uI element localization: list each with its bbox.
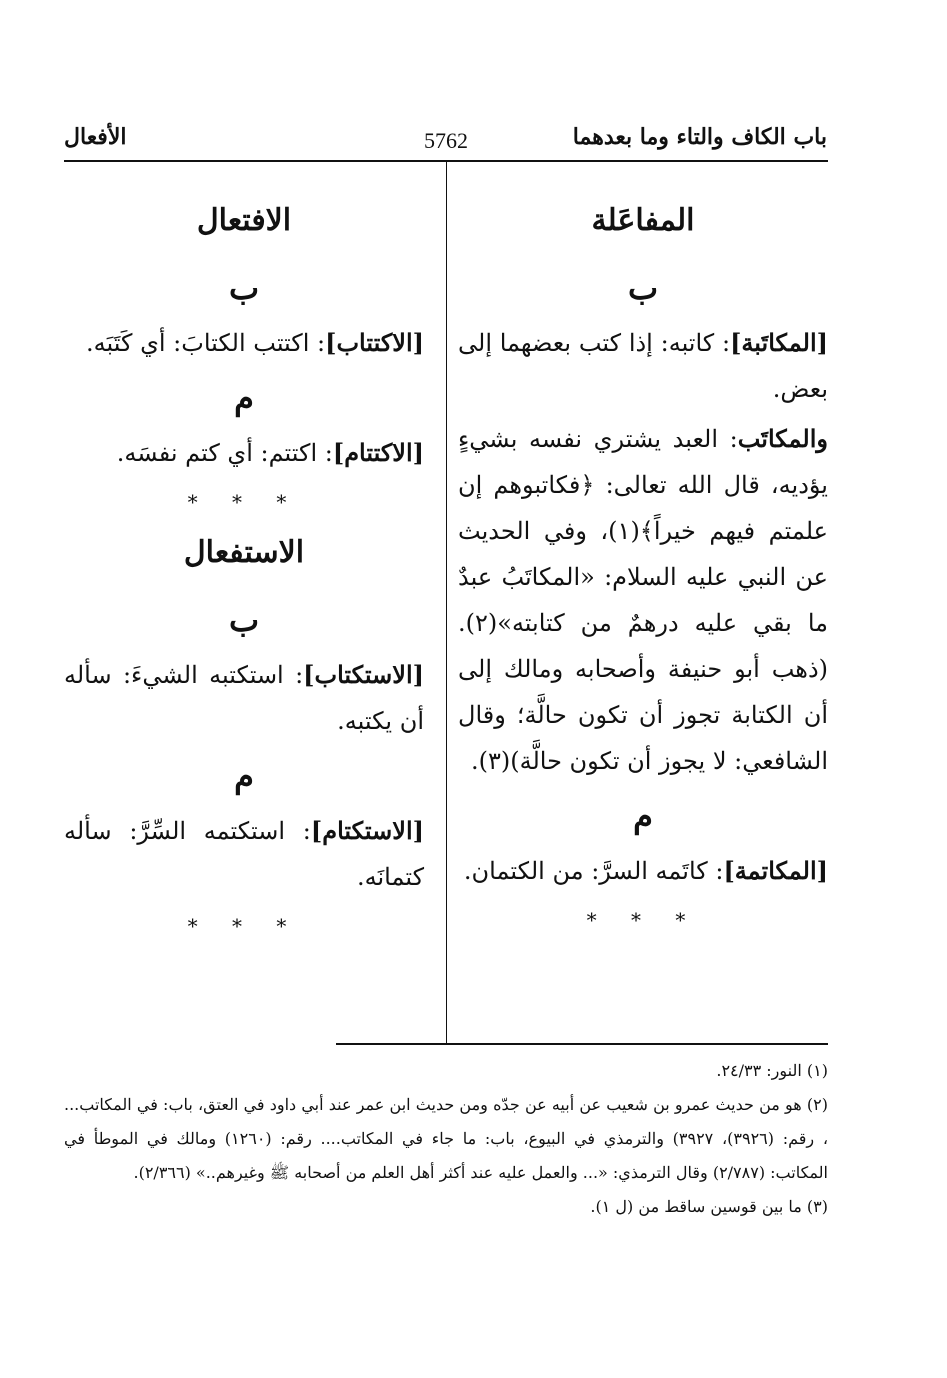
entry	[64, 808, 424, 900]
letter-heading: م	[234, 379, 254, 417]
section-heading: الاستفعال	[183, 535, 305, 570]
entry-term: [المكاتمة]	[723, 856, 828, 885]
letter-heading: م	[633, 797, 653, 835]
entry	[64, 430, 424, 476]
column-divider	[446, 160, 447, 1043]
entry-text: : العبد يشتري نفسه بشيءٍ يؤديه، قال الله تعالى: ﴿فكاتبوهم إن علمتم فيهم خيراً﴾(١)، وفي الحديث عن النبي عليه السلام: «المكاتَبُ عبدٌ ما بقي عليه درهمٌ من كتابته»(٢). (ذهب أبو حنيفة وأصحابه ومالك إلى أن الكتابة تجوز أن تكون حالَّة؛ وقال الشافعي: لا يجوز أن تكون حالَّة)(٣).	[458, 425, 829, 775]
entry-text: : استكتبه الشيءَ: سأله أن يكتبه.	[64, 661, 424, 735]
entry-term: [الاكتتام]	[332, 438, 424, 467]
entry	[64, 652, 424, 744]
chapter-title: باب الكاف والتاء وما بعدهما	[572, 124, 827, 150]
entry-term: [الاكتتاب]	[325, 328, 424, 357]
letter-heading: م	[234, 757, 254, 795]
section-title: الأفعال	[64, 124, 127, 150]
entry	[458, 320, 828, 412]
entry-text: : كاتبه: إذا كتب بعضهما إلى بعض.	[458, 329, 828, 403]
entry-term: [الاستكتاب]	[303, 660, 424, 689]
section-heading: الافتعال	[196, 203, 292, 238]
entry	[458, 848, 828, 894]
letter-heading: ب	[627, 269, 659, 307]
footnote: (١) النور: ٢٤/٣٣.	[716, 1061, 828, 1080]
entry-text: : اكتتب الكتابَ: أي كَتَبَه.	[86, 329, 326, 357]
left-column	[64, 190, 424, 952]
entry-term: والمكاتَب	[737, 424, 828, 453]
footnotes	[64, 1054, 828, 1224]
footnote: (٢) هو من حديث عمرو بن شعيب عن أبيه عن جدّه ومن حديث ابن عمر عند أبي داود في العتق، باب: في المكاتب... ، رقم: (٣٩٢٦)، ٣٩٢٧) والترمذي في البيوع، باب: ما جاء في المكاتب.... رقم: (١٢٦٠) ومالك في الموطأ في المكاتب: (٢/٧٨٧) وقال الترمذي: «... والعمل عليه عند أكثر أهل العلم من أصحابه ﷺ وغيرهم..» (٢/٣٦٦).	[64, 1095, 828, 1182]
section-heading: المفاعَلة	[591, 203, 695, 238]
separator-stars: * * *	[586, 908, 700, 932]
footnote-rule	[336, 1043, 828, 1045]
separator-stars: * * *	[187, 914, 301, 938]
page-number: 5762	[424, 128, 468, 153]
entry-term: [المكاتَبة]	[730, 328, 828, 357]
letter-heading: ب	[228, 269, 260, 307]
entry-text: : استكتمه السِّرَّ: سأله كتمانَه.	[64, 817, 424, 891]
entry	[64, 320, 424, 366]
page-header	[64, 118, 827, 158]
separator-stars: * * *	[187, 490, 301, 514]
entry-term: [الاستكتام]	[310, 816, 424, 845]
letter-heading: ب	[228, 601, 260, 639]
entry-text: : اكتتم: أي كتم نفسَه.	[116, 439, 333, 467]
entry-text: : كاتَمه السرَّ: من الكتمان.	[463, 857, 724, 885]
entry	[458, 416, 828, 784]
right-column	[458, 190, 828, 946]
footnote: (٣) ما بين قوسين ساقط من (ل ١).	[590, 1197, 828, 1216]
